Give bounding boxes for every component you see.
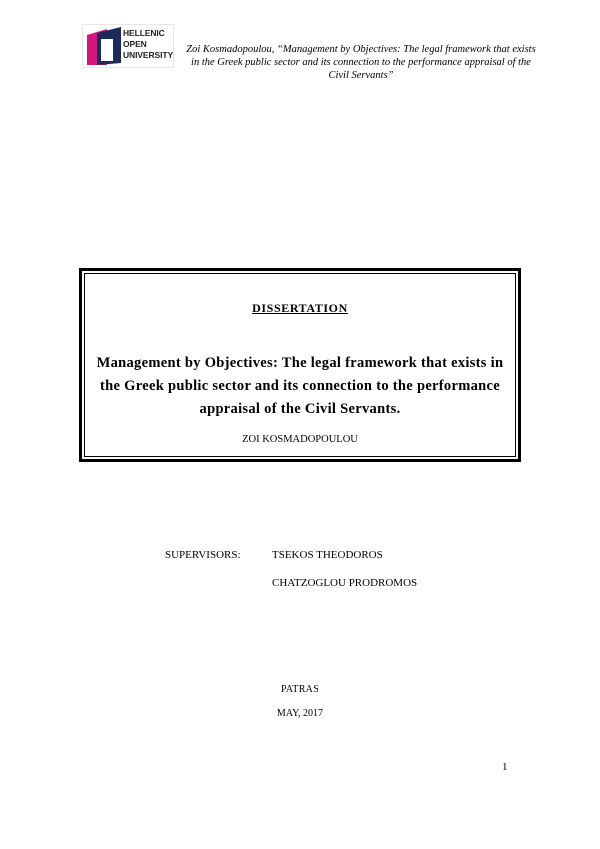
- logo-line: HELLENIC: [123, 28, 165, 38]
- logo-line: OPEN: [123, 39, 147, 49]
- logo-line: UNIVERSITY: [123, 50, 174, 60]
- author-name: ZOI KOSMADOPOULOU: [242, 434, 358, 445]
- logo-text: [123, 28, 173, 61]
- university-logo-icon: [85, 27, 125, 67]
- university-logo: [82, 24, 174, 68]
- page-number: 1: [502, 761, 508, 773]
- supervisor-name: CHATZOGLOU PRODROMOS: [272, 577, 418, 589]
- city: PATRAS: [280, 684, 320, 695]
- running-header: Zoi Kosmadopoulou, “Management by Objectives: The legal framework that exists in the Greek public sector and its connection to the performance appraisal of the Civil Servants”: [186, 44, 536, 81]
- supervisors-label: SUPERVISORS:: [165, 549, 241, 561]
- date: MAY, 2017: [276, 708, 324, 719]
- dissertation-title: Management by Objectives: The legal framework that exists in the Greek public sector and its connection to the performance appraisal of the Civil Servants.: [96, 355, 504, 417]
- document-type-label: DISSERTATION: [252, 301, 348, 315]
- supervisor-name: TSEKOS THEODOROS: [272, 549, 383, 561]
